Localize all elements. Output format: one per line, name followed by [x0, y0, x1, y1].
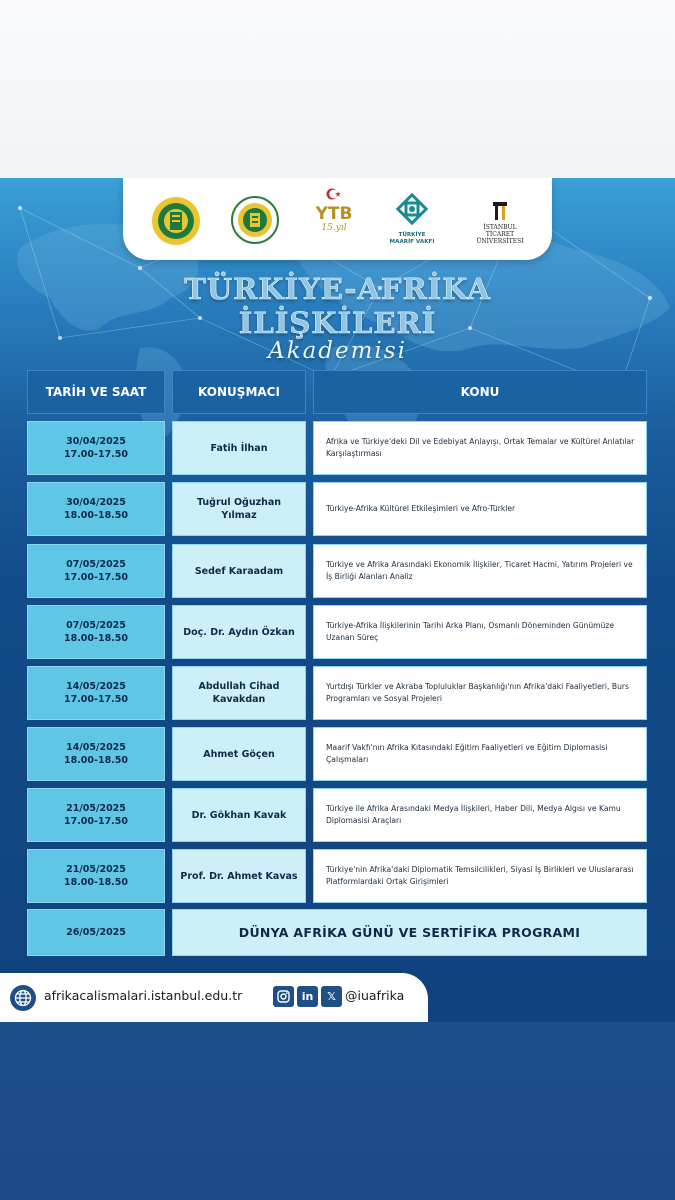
ytb-logo-text: YTB	[315, 204, 353, 224]
row-date: 30/04/2025	[66, 436, 126, 447]
row-date: 30/04/2025	[66, 497, 126, 508]
event-poster	[0, 178, 675, 1022]
row-topic: Türkiye-Afrika Kültürel Etkileşimleri ve Afro-Türkler	[326, 504, 516, 513]
row-topic-cell	[313, 666, 647, 720]
maarif-text-line1: TÜRKİYE	[398, 232, 426, 238]
final-row-date-cell	[27, 909, 165, 956]
istanbul-universitesi-seal-icon	[151, 196, 201, 246]
poster-title-line1: TÜRKİYE-AFRİKA	[184, 272, 491, 306]
istanbul-ticaret-universitesi-logo	[471, 202, 529, 245]
row-speaker-cell	[172, 482, 306, 536]
row-speaker-cell	[172, 788, 306, 842]
header-speaker: KONUŞMACI	[172, 370, 306, 414]
final-row-event-cell	[172, 909, 647, 956]
contact-footer	[0, 973, 428, 1022]
itu-mark-icon	[492, 202, 508, 220]
row-speaker: Sedef Karaadam	[194, 565, 284, 577]
row-speaker: Ahmet Göçen	[203, 748, 275, 760]
x-icon[interactable]	[321, 986, 342, 1007]
final-row-event: DÜNYA AFRİKA GÜNÜ VE SERTİFİKA PROGRAMI	[238, 925, 581, 940]
row-date-cell	[27, 544, 165, 598]
row-speaker: Abdullah Cihad Kavakdan	[198, 681, 280, 705]
poster-title-script: Akademisi	[268, 338, 407, 364]
row-date-cell	[27, 849, 165, 903]
top-blank-area	[0, 0, 675, 178]
ytb-logo	[313, 186, 355, 254]
row-time: 17.00-17.50	[63, 816, 129, 827]
row-speaker: Fatih İlhan	[210, 442, 268, 454]
row-topic: Türkiye ile Afrika Arasındaki Medya İlişkileri, Haber Dili, Medya Algısı ve Kamu Diplomasisi Araçları	[326, 804, 621, 825]
row-topic-cell	[313, 421, 647, 475]
row-time: 18.00-18.50	[63, 633, 129, 644]
row-date-cell	[27, 482, 165, 536]
row-date: 14/05/2025	[66, 742, 126, 753]
linkedin-icon[interactable]	[297, 986, 318, 1007]
row-topic-cell	[313, 849, 647, 903]
row-date-cell	[27, 421, 165, 475]
row-date: 07/05/2025	[66, 559, 126, 570]
row-date: 21/05/2025	[66, 803, 126, 814]
row-date-cell	[27, 788, 165, 842]
turkiye-maarif-vakfi-logo	[385, 190, 439, 254]
row-time: 17.00-17.50	[63, 572, 129, 583]
row-topic-cell	[313, 482, 647, 536]
website-link[interactable]: afrikacalismalari.istanbul.edu.tr	[44, 988, 243, 1003]
row-topic-cell	[313, 788, 647, 842]
instagram-icon[interactable]	[273, 986, 294, 1007]
row-speaker-cell	[172, 666, 306, 720]
linkedin-icon-glyph: in	[301, 990, 314, 1003]
row-time: 18.00-18.50	[63, 755, 129, 766]
row-date-cell	[27, 666, 165, 720]
poster-title-line2: İLİŞKİLERİ	[238, 306, 437, 340]
crescent-star-icon	[326, 187, 342, 201]
row-time: 18.00-18.50	[63, 877, 129, 888]
row-topic-cell	[313, 544, 647, 598]
row-date: 14/05/2025	[66, 681, 126, 692]
row-speaker-cell	[172, 605, 306, 659]
row-topic: Maarif Vakfı'nın Afrika Kıtasındaki Eğitim Faaliyetleri ve Eğitim Diplomasisi Çalışmaları	[326, 743, 608, 764]
globe-icon	[10, 985, 36, 1011]
bottom-blank-area	[0, 1022, 675, 1200]
itu-text-line2: ÜNİVERSİTESİ	[476, 238, 524, 245]
row-speaker-cell	[172, 727, 306, 781]
row-topic: Türkiye-Afrika İlişkilerinin Tarihi Arka Planı, Osmanlı Döneminden Günümüze Uzanan Süreç	[326, 621, 615, 642]
ytb-logo-subtext: 15.yıl	[321, 223, 347, 233]
partner-logos-bar	[123, 178, 552, 260]
x-icon-glyph: 𝕏	[327, 990, 336, 1003]
row-speaker: Prof. Dr. Ahmet Kavas	[180, 870, 298, 882]
row-time: 17.00-17.50	[63, 694, 129, 705]
row-speaker: Tuğrul Oğuzhan Yılmaz	[196, 497, 282, 521]
itu-text-line1: İSTANBUL TİCARET	[483, 224, 517, 238]
row-topic: Türkiye ve Afrika Arasındaki Ekonomik İlişkiler, Ticaret Hacmi, Yatırım Projeleri ve İş Birliği Alanları Analiz	[326, 560, 633, 581]
row-speaker-cell	[172, 544, 306, 598]
final-row-date: 26/05/2025	[66, 927, 126, 938]
row-topic: Türkiye'nin Afrika'daki Diplomatik Temsilcilikleri, Siyasi İş Birlikleri ve Uluslararası Platformlardaki Ortak Girişimleri	[326, 865, 634, 886]
row-topic: Afrika ve Türkiye'deki Dil ve Edebiyat Anlayışı, Ortak Temalar ve Kültürel Anlatılar Karşılaştırması	[326, 437, 635, 458]
row-time: 18.00-18.50	[63, 510, 129, 521]
row-date: 07/05/2025	[66, 620, 126, 631]
social-handle[interactable]: @iuafrika	[345, 988, 405, 1003]
row-topic: Yurtdışı Türkler ve Akraba Topluluklar Başkanlığı'nın Afrika'daki Faaliyetleri, Burs Programları ve Sosyal Projeleri	[326, 682, 629, 703]
header-date-time: TARİH VE SAAT	[27, 370, 165, 414]
row-date-cell	[27, 727, 165, 781]
maarif-pattern-icon	[393, 190, 431, 228]
row-speaker: Dr. Gökhan Kavak	[191, 809, 287, 821]
row-speaker: Doç. Dr. Aydın Özkan	[183, 626, 295, 638]
afrika-calismalari-seal-icon	[231, 194, 279, 246]
row-topic-cell	[313, 605, 647, 659]
row-time: 17.00-17.50	[63, 449, 129, 460]
maarif-text-line2: MAARİF VAKFI	[389, 238, 435, 245]
row-speaker-cell	[172, 421, 306, 475]
row-date-cell	[27, 605, 165, 659]
row-date: 21/05/2025	[66, 864, 126, 875]
row-topic-cell	[313, 727, 647, 781]
header-topic: KONU	[313, 370, 647, 414]
row-speaker-cell	[172, 849, 306, 903]
